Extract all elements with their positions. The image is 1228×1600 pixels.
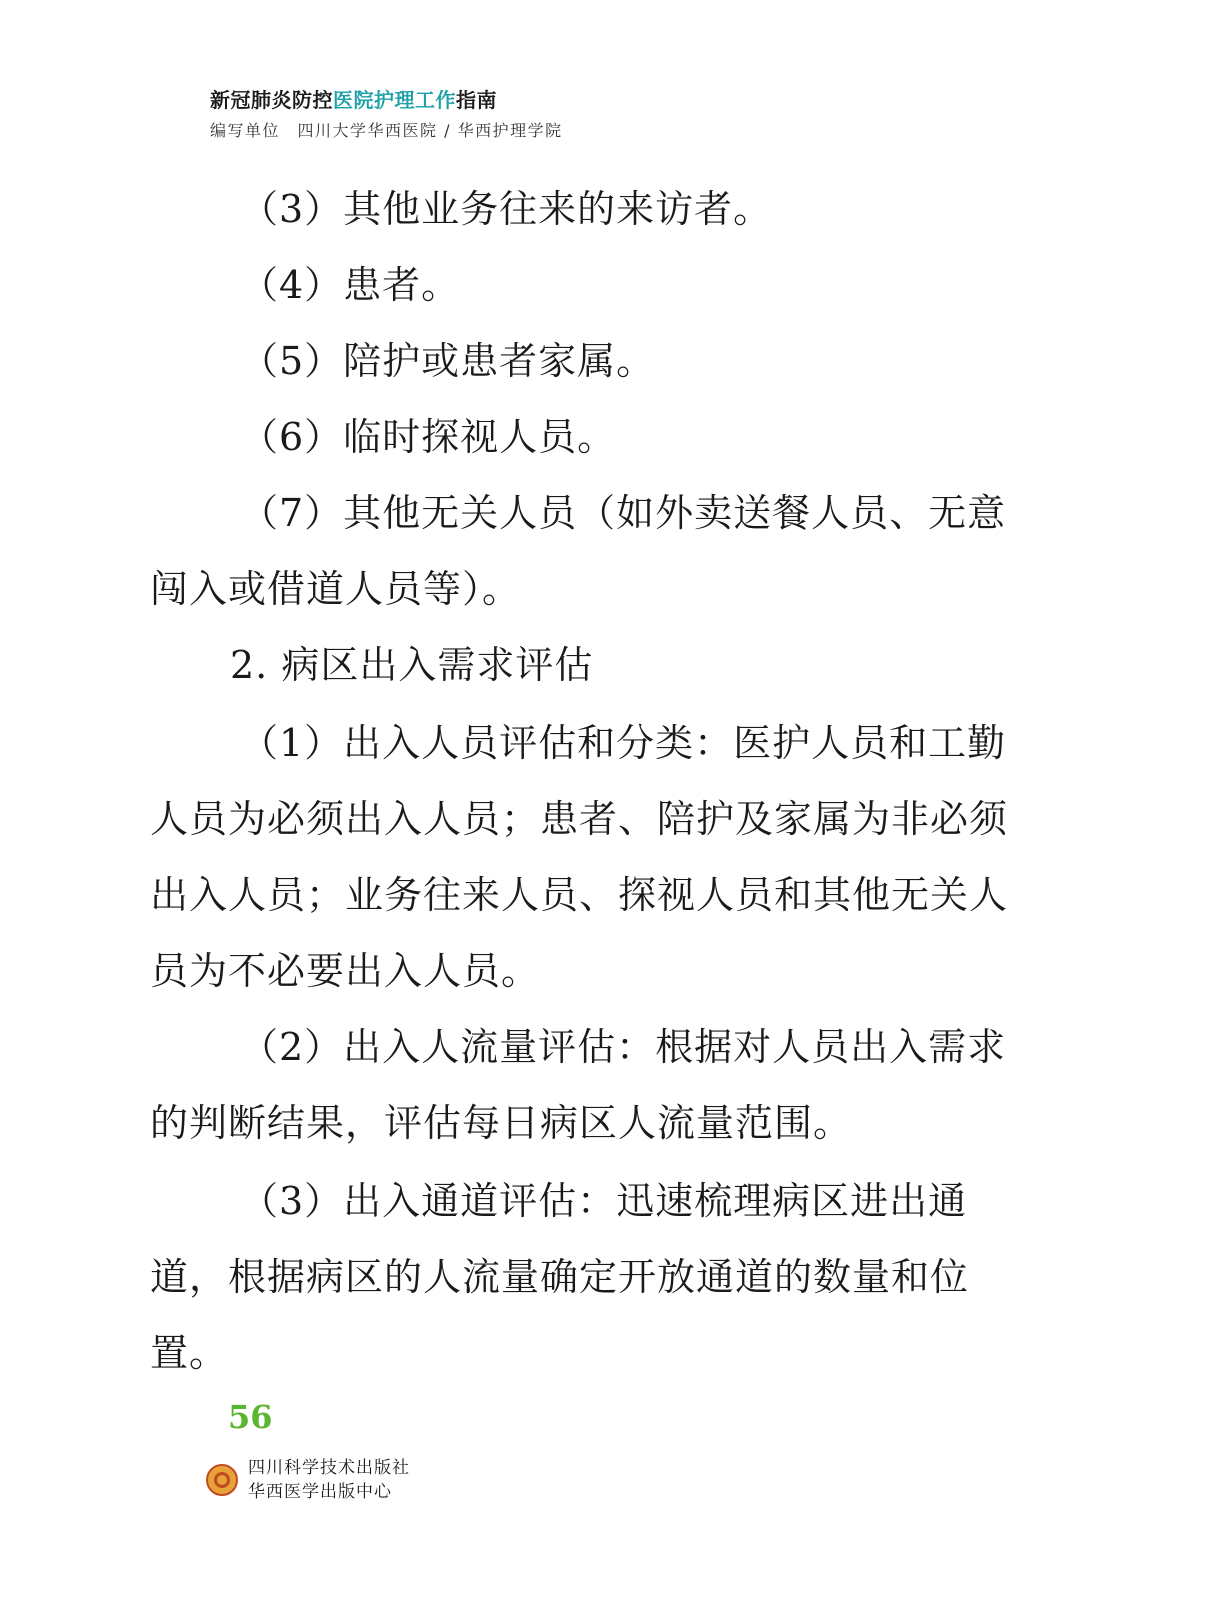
list-item-4: （4）患者。 (240, 263, 461, 307)
paragraph-1-line2: 人员为必须出入人员；患者、陪护及家属为非必须 (150, 797, 1009, 841)
page-number: 56 (228, 1398, 273, 1436)
section-heading: 2. 病区出入需求评估 (230, 643, 594, 687)
book-title-accent: 医院护理工作 (333, 88, 456, 112)
publisher-names (248, 1456, 410, 1504)
paragraph-3-line3: 置。 (150, 1331, 229, 1375)
paragraph-1-line4: 员为不必要出入人员。 (150, 949, 541, 993)
paragraph-2-line2: 的判断结果，评估每日病区人流量范围。 (150, 1101, 853, 1145)
paragraph-1-line1: （1）出入人员评估和分类：医护人员和工勤 (240, 721, 1007, 765)
list-item-7-line2: 闯入或借道人员等）。 (150, 567, 522, 611)
publisher-line2: 华西医学出版中心 (248, 1482, 392, 1502)
paragraph-3-line1: （3）出入通道评估：迅速梳理病区进出通 (240, 1179, 968, 1223)
author-unit: 编写单位 四川大学华西医院 / 华西护理学院 (210, 121, 563, 140)
publisher-footer (206, 1456, 410, 1504)
list-item-6: （6）临时探视人员。 (240, 415, 617, 459)
list-item-3: （3）其他业务往来的来访者。 (240, 187, 773, 231)
running-header (210, 86, 563, 141)
paragraph-2-line1: （2）出入人流量评估：根据对人员出入需求 (240, 1025, 1007, 1069)
publisher-line1: 四川科学技术出版社 (248, 1458, 410, 1478)
publisher-logo-icon (206, 1464, 238, 1496)
paragraph-1-line3: 出入人员；业务往来人员、探视人员和其他无关人 (150, 873, 1009, 917)
paragraph-3-line2: 道，根据病区的人流量确定开放通道的数量和位 (150, 1255, 970, 1299)
book-title-part1: 新冠肺炎防控 (210, 88, 333, 112)
book-title (210, 86, 563, 114)
book-title-part2: 指南 (456, 88, 497, 112)
list-item-5: （5）陪护或患者家属。 (240, 339, 656, 383)
list-item-7-line1: （7）其他无关人员（如外卖送餐人员、无意 (240, 491, 1007, 535)
